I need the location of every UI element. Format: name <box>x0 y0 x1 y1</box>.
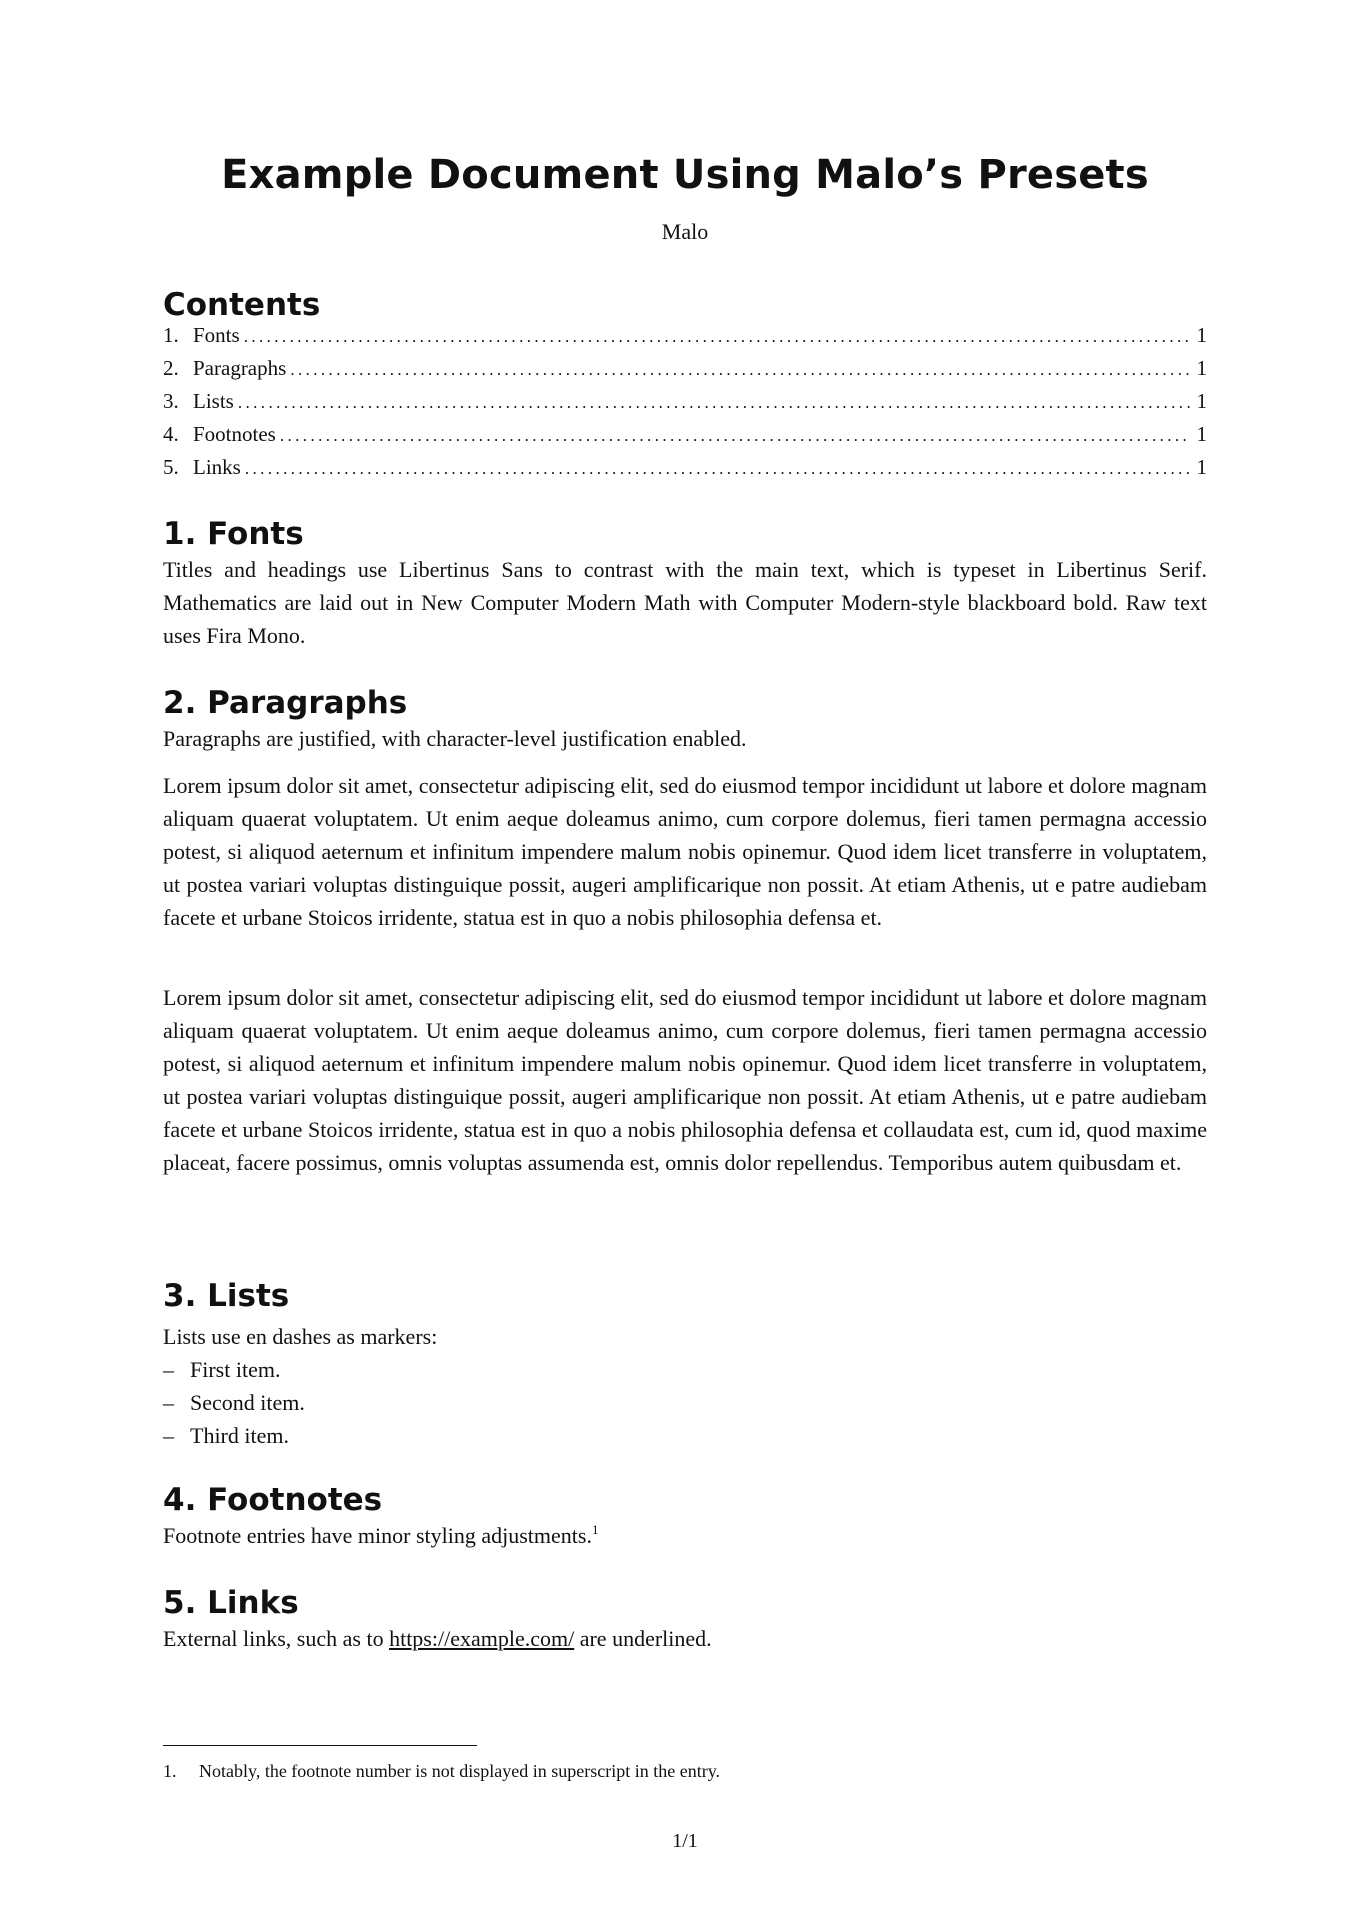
toc-entry-number: 2. <box>163 356 179 380</box>
toc-entry-footnotes[interactable] <box>163 418 1207 451</box>
toc-leader-dots <box>238 386 1191 419</box>
toc-entry-page: 1 <box>1196 455 1207 479</box>
document-title: Example Document Using Malo’s Presets <box>221 152 1149 198</box>
section-heading-footnotes: 4. Footnotes <box>163 1482 383 1518</box>
document-page <box>163 0 1207 1920</box>
list-item-text: Second item. <box>190 1390 305 1415</box>
links-paragraph <box>163 1622 1207 1655</box>
toc-entry-number: 4. <box>163 422 179 446</box>
footnotes-paragraph <box>163 1519 1207 1552</box>
document-author: Malo <box>661 219 709 244</box>
toc-entry-label: Lists <box>193 389 234 413</box>
en-dash-marker: – <box>163 1357 174 1382</box>
page-number: 1/1 <box>672 1830 698 1852</box>
toc-entry-page: 1 <box>1196 356 1207 380</box>
toc-entry-page: 1 <box>1196 389 1207 413</box>
list-item <box>163 1386 305 1419</box>
paragraphs-intro: Paragraphs are justified, with character-level justification enabled. <box>163 726 747 751</box>
section-heading-fonts: 1. Fonts <box>163 516 304 552</box>
toc-entry-label: Fonts <box>193 323 240 347</box>
toc-entry-label: Footnotes <box>193 422 276 446</box>
bullet-list <box>163 1353 305 1452</box>
lorem-paragraph-2: Lorem ipsum dolor sit amet, consectetur adipiscing elit, sed do eiusmod tempor incididunt ut labore et dolore magnam aliquam quaerat voluptatem. Ut enim aeque doleamus animo, cum corpore dolemus, fieri tamen permagna accessio potest, si aliquod aeternum et infinitum impendere malum nobis opinemur. Quod idem licet transferre in voluptatem, ut postea variari voluptas distinguique possit, augeri amplificarique non possit. At etiam Athenis, ut e patre audiebam facete et urbane Stoicos irridente, statua est in quo a nobis philosophia defensa et collaudata est, cum id, quod maxime placeat, facere possimus, omnis voluptas assumenda est, omnis dolor repellendus. Temporibus autem quibusdam et. <box>163 985 1207 1175</box>
lorem-paragraph-1: Lorem ipsum dolor sit amet, consectetur adipiscing elit, sed do eiusmod tempor incididunt ut labore et dolore magnam aliquam quaerat voluptatem. Ut enim aeque doleamus animo, cum corpore dolemus, fieri tamen permagna accessio potest, si aliquod aeternum et infinitum impendere malum nobis opinemur. Quod idem licet transferre in voluptatem, ut postea variari voluptas distinguique possit, augeri amplificarique non possit. At etiam Athenis, ut e patre audiebam facete et urbane Stoicos irridente, statua est in quo a nobis philosophia defensa et. <box>163 773 1207 930</box>
footnotes-text: Footnote entries have minor styling adjustments. <box>163 1523 592 1548</box>
section-heading-paragraphs: 2. Paragraphs <box>163 685 408 721</box>
toc-entry-page: 1 <box>1196 422 1207 446</box>
footnote-reference[interactable]: 1 <box>591 1522 599 1537</box>
list-item <box>163 1353 305 1386</box>
footnote-entry <box>163 1758 720 1784</box>
section-heading-lists: 3. Lists <box>163 1278 290 1314</box>
section-heading-links: 5. Links <box>163 1585 299 1621</box>
lists-intro: Lists use en dashes as markers: <box>163 1324 438 1349</box>
toc-entry-label: Links <box>193 455 241 479</box>
toc-entry-paragraphs[interactable] <box>163 352 1207 385</box>
toc-entry-fonts[interactable] <box>163 319 1207 352</box>
toc-entry-page: 1 <box>1196 323 1207 347</box>
toc-entry-number: 1. <box>163 323 179 347</box>
fonts-paragraph: Titles and headings use Libertinus Sans to contrast with the main text, which is typeset in Libertinus Serif. Mathematics are laid out in New Computer Modern Math with Computer Modern-style blackboard bold. Raw text uses Fira Mono. <box>163 557 1207 648</box>
en-dash-marker: – <box>163 1390 174 1415</box>
toc-leader-dots <box>280 419 1191 452</box>
toc-leader-dots <box>290 353 1190 386</box>
list-item-text: Third item. <box>190 1423 289 1448</box>
footnote-entry-number: 1. <box>163 1761 177 1781</box>
links-text-before: External links, such as to <box>163 1626 390 1651</box>
toc-entry-lists[interactable] <box>163 385 1207 418</box>
toc-heading: Contents <box>163 287 321 323</box>
toc-entry-number: 5. <box>163 455 179 479</box>
toc-entry-links[interactable] <box>163 451 1207 484</box>
example-link[interactable]: https://example.com/ <box>389 1626 575 1651</box>
list-item <box>163 1419 305 1452</box>
toc-entry-number: 3. <box>163 389 179 413</box>
links-text-after: are underlined. <box>574 1626 712 1651</box>
table-of-contents <box>163 319 1207 484</box>
toc-leader-dots <box>244 320 1191 353</box>
toc-leader-dots <box>245 452 1191 485</box>
footnote-separator <box>163 1745 477 1746</box>
toc-entry-label: Paragraphs <box>193 356 287 380</box>
list-item-text: First item. <box>190 1357 281 1382</box>
footnote-entry-text: Notably, the footnote number is not displayed in superscript in the entry. <box>199 1761 721 1781</box>
en-dash-marker: – <box>163 1423 174 1448</box>
